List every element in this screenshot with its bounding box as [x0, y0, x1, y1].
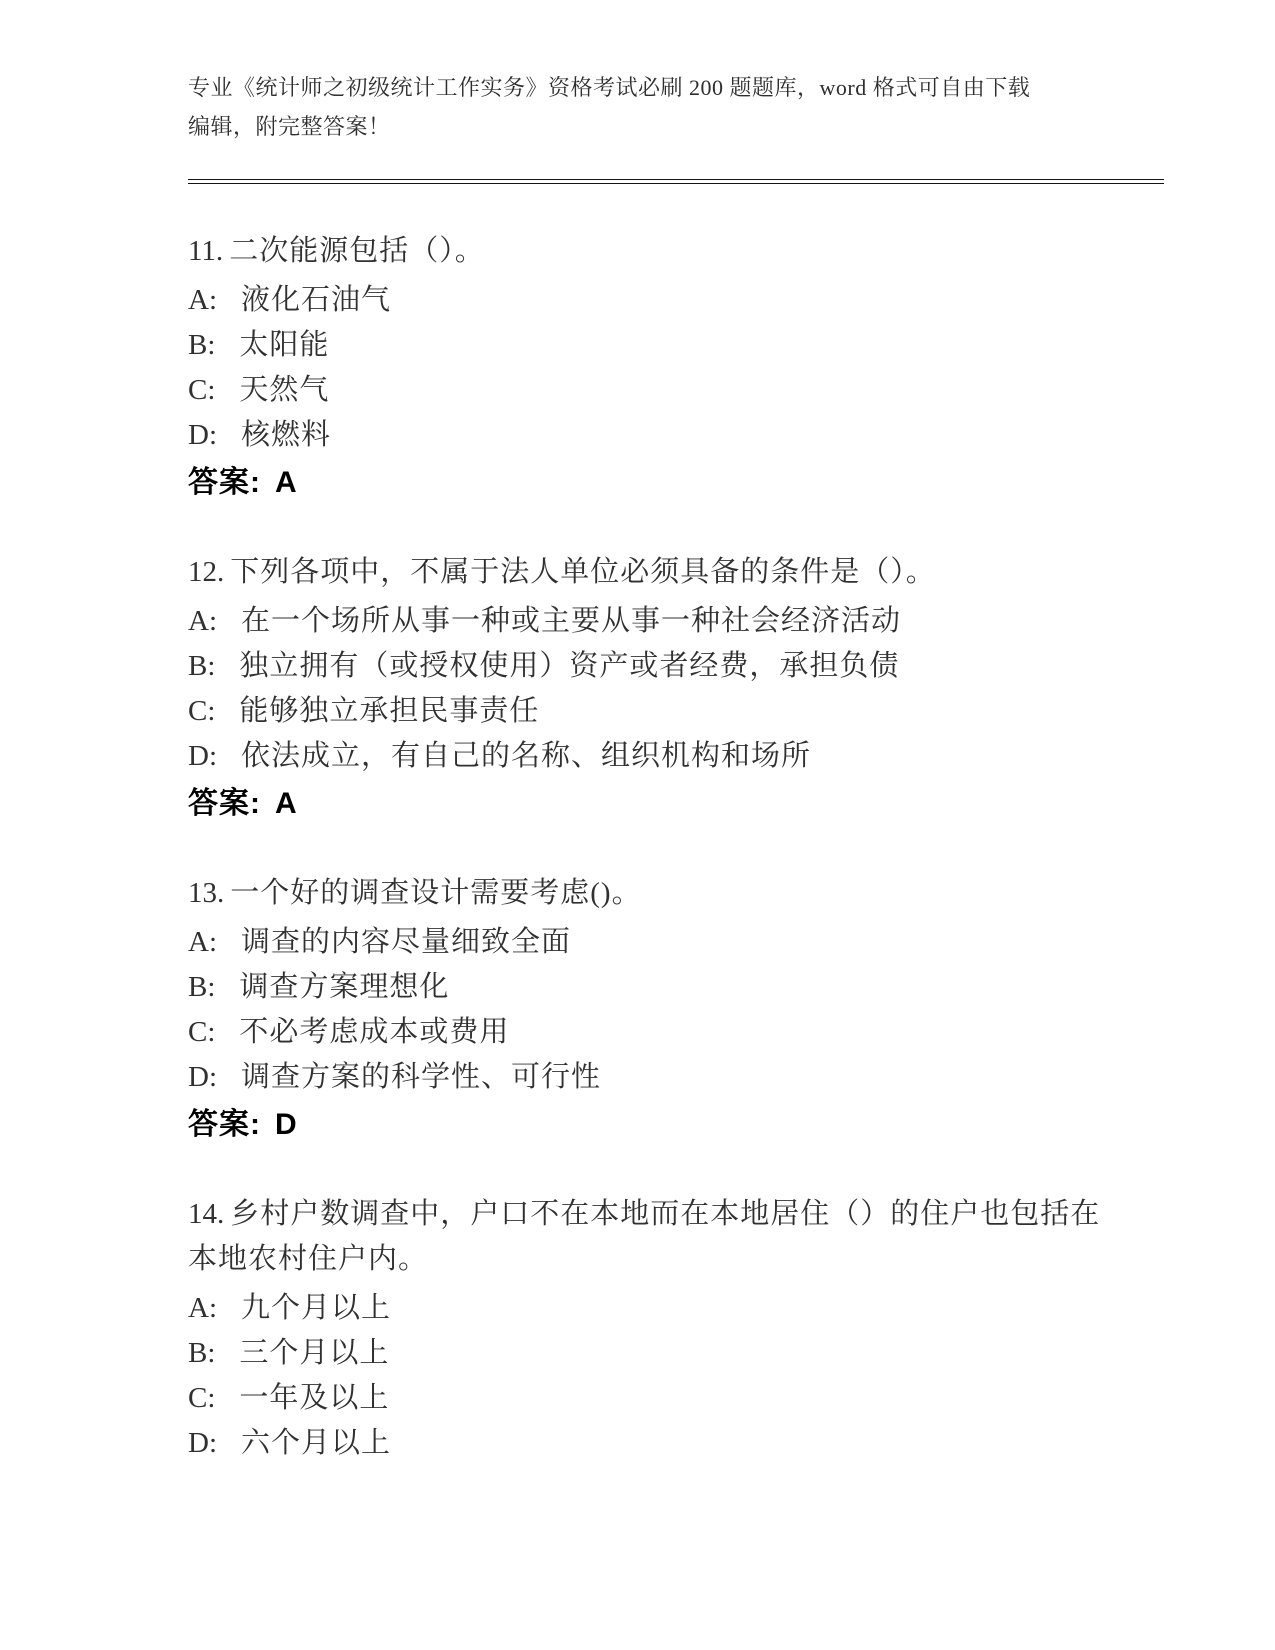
question-stem	[188, 550, 1108, 595]
answer-prefix: 答案:	[188, 1108, 261, 1141]
option-row	[188, 734, 1108, 779]
option-text: 能够独立承担民事责任	[239, 695, 540, 727]
option-label: C:	[188, 1382, 216, 1414]
option-label: B:	[188, 329, 216, 361]
option-text: 太阳能	[239, 329, 330, 361]
option-text: 不必考虑成本或费用	[239, 1016, 510, 1048]
option-label: A:	[188, 605, 217, 637]
option-row	[188, 965, 1108, 1010]
option-label: A:	[188, 284, 217, 316]
option-label: A:	[188, 926, 217, 958]
question-text: 一个好的调查设计需要考虑()。	[230, 877, 642, 909]
option-row	[188, 1376, 1108, 1421]
question-stem	[188, 1192, 1108, 1282]
document-header: 专业《统计师之初级统计工作实务》资格考试必刷 200 题题库，word 格式可自由下载编辑，附完整答案！	[188, 75, 1031, 139]
option-label: B:	[188, 971, 216, 1003]
option-text: 核燃料	[241, 419, 332, 451]
answer-value: D	[275, 1108, 298, 1141]
option-label: C:	[188, 374, 216, 406]
option-row	[188, 278, 1108, 323]
option-row	[188, 599, 1108, 644]
option-text: 调查方案的科学性、可行性	[241, 1061, 602, 1093]
option-label: B:	[188, 650, 216, 682]
answer-prefix: 答案:	[188, 787, 261, 820]
option-label: D:	[188, 1061, 217, 1093]
option-label: C:	[188, 695, 216, 727]
option-text: 调查的内容尽量细致全面	[241, 926, 572, 958]
option-text: 液化石油气	[241, 284, 392, 316]
question-block-12	[188, 550, 1108, 826]
option-text: 独立拥有（或授权使用）资产或者经费，承担负债	[239, 650, 900, 682]
option-text: 六个月以上	[241, 1427, 392, 1459]
option-row	[188, 368, 1108, 413]
answer-value: A	[275, 787, 298, 820]
question-block-13	[188, 871, 1108, 1147]
option-text: 调查方案理想化	[239, 971, 450, 1003]
option-row	[188, 689, 1108, 734]
option-row	[188, 1055, 1108, 1100]
question-number: 14.	[188, 1198, 225, 1230]
option-text: 九个月以上	[241, 1292, 392, 1324]
option-label: A:	[188, 1292, 217, 1324]
option-text: 依法成立，有自己的名称、组织机构和场所	[241, 740, 812, 772]
option-label: C:	[188, 1016, 216, 1048]
question-text: 二次能源包括（）。	[229, 235, 485, 267]
option-row	[188, 644, 1108, 689]
question-number: 13.	[188, 877, 225, 909]
option-row	[188, 323, 1108, 368]
answer-prefix: 答案:	[188, 466, 261, 499]
option-label: D:	[188, 419, 217, 451]
option-row	[188, 1331, 1108, 1376]
option-label: B:	[188, 1337, 216, 1369]
option-text: 三个月以上	[239, 1337, 390, 1369]
questions-area	[188, 229, 1275, 1466]
option-row	[188, 413, 1108, 458]
question-stem	[188, 871, 1108, 916]
option-text: 一年及以上	[239, 1382, 390, 1414]
option-text: 天然气	[239, 374, 330, 406]
option-row	[188, 920, 1108, 965]
question-number: 11.	[188, 235, 224, 267]
option-label: D:	[188, 740, 217, 772]
question-block-14	[188, 1192, 1108, 1466]
option-row	[188, 1421, 1108, 1466]
question-text: 下列各项中，不属于法人单位必须具备的条件是（）。	[230, 556, 936, 588]
question-stem	[188, 229, 1108, 274]
option-row	[188, 1010, 1108, 1055]
answer-line	[188, 1102, 1108, 1147]
option-text: 在一个场所从事一种或主要从事一种社会经济活动	[241, 605, 902, 637]
question-number: 12.	[188, 556, 225, 588]
question-block-11	[188, 229, 1108, 505]
option-row	[188, 1286, 1108, 1331]
header-divider	[188, 179, 1164, 184]
question-text: 乡村户数调查中，户口不在本地而在本地居住（）的住户也包括在本地农村住户内。	[188, 1198, 1101, 1275]
option-label: D:	[188, 1427, 217, 1459]
answer-line	[188, 460, 1108, 505]
answer-value: A	[275, 466, 298, 499]
answer-line	[188, 781, 1108, 826]
